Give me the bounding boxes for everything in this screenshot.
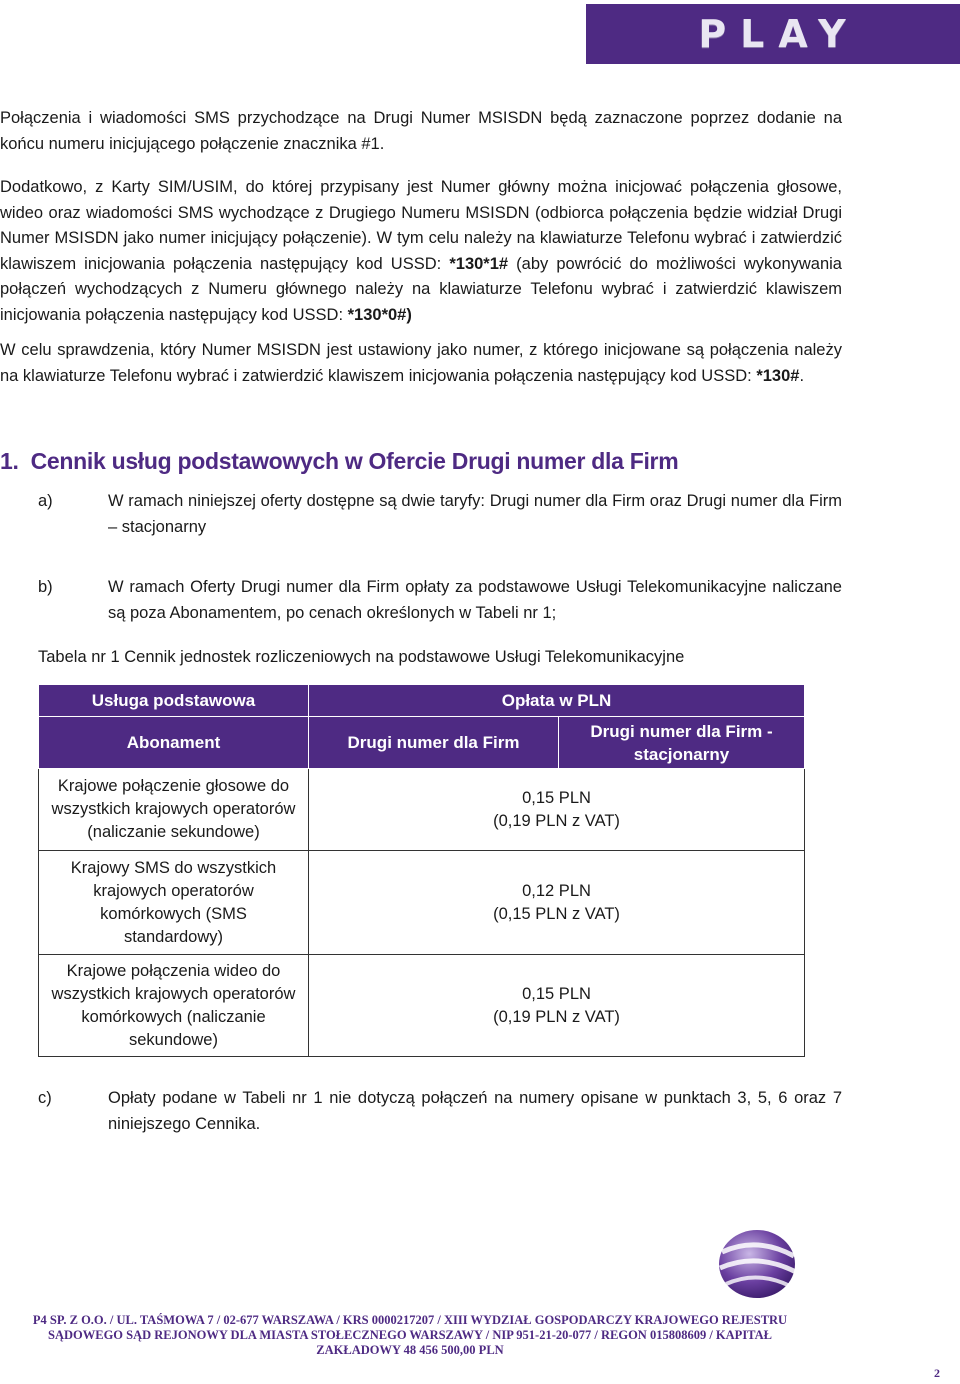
table-row: [39, 769, 805, 851]
table-row: [39, 851, 805, 955]
service-cell: Krajowy SMS do wszystkich krajowych operatorów komórkowych (SMS standardowy): [39, 851, 309, 955]
list-item-text: W ramach niniejszej oferty dostępne są dwie taryfy: Drugi numer dla Firm oraz Drugi numer dla Firm – stacjonarny: [108, 492, 842, 536]
paragraph-2-text-b: (aby powrócić do możliwości wykonywania połączeń wychodzących z Numeru głównego należy na klawiaturze Telefonu wybrać i zatwierdzić klawiszem inicjowania połączenia następujący kod USSD:: [0, 254, 842, 324]
play-swirl-icon: [712, 1222, 802, 1304]
price-cell: [309, 769, 805, 851]
paragraph-3-text: W celu sprawdzenia, który Numer MSISDN jest ustawiony jako numer, z którego inicjowane są połączenia należy na klawiaturze Telefonu wybrać i zatwierdzić klawiszem inicjowania połączenia następujący kod USSD:: [0, 341, 842, 385]
page-number: 2: [934, 1366, 940, 1380]
ussd-code-3: *130#: [756, 366, 800, 385]
tariff-table: [38, 684, 805, 1057]
header-service: Usługa podstawowa: [39, 685, 309, 717]
header-drugi-numer: Drugi numer dla Firm: [309, 717, 559, 769]
header-fee: Opłata w PLN: [309, 685, 805, 717]
company-footer: [0, 1313, 820, 1358]
table-header-row: [39, 685, 805, 717]
table-caption: Tabela nr 1 Cennik jednostek rozliczeniowych na podstawowe Usługi Telekomunikacyjne: [38, 648, 685, 666]
header-drugi-numer-stacjonarny: Drugi numer dla Firm - stacjonarny: [559, 717, 805, 769]
header-abonament: Abonament: [39, 717, 309, 769]
list-item-a: [38, 489, 842, 540]
table-row: [39, 955, 805, 1057]
list-item-text: W ramach Oferty Drugi numer dla Firm opłaty za podstawowe Usługi Telekomunikacyjne naliczane są poza Abonamentem, po cenach określonych w Tabeli nr 1;: [108, 578, 842, 622]
list-item-label: a): [38, 492, 53, 510]
price-value: 0,15 PLN: [522, 788, 591, 807]
price-value: 0,15 PLN: [522, 984, 591, 1003]
paragraph-1: [0, 106, 842, 157]
table-subheader-row: [39, 717, 805, 769]
list-item-c: [38, 1086, 842, 1137]
paragraph-2-text-a: Dodatkowo, z Karty SIM/USIM, do której przypisany jest Numer główny można inicjować połączenia głosowe, wideo oraz wiadomości SMS wychodzące z Drugiego Numeru MSISDN (odbiorca połączenia będzie widział Drugi Numer MSISDN jako numer inicjujący połączenie). W tym celu należy na klawiaturze Telefonu wybrać i zatwierdzić klawiszem inicjowania połączenia następujący kod USSD:: [0, 178, 842, 273]
ussd-code-2: *130*0#): [347, 305, 412, 324]
section-number: 1.: [0, 448, 19, 474]
list-item-label: c): [38, 1089, 52, 1107]
paragraph-3-end: .: [799, 366, 805, 385]
play-logo: [586, 4, 960, 64]
section-title: Cennik usług podstawowych w Ofercie Drugi numer dla Firm: [30, 448, 679, 474]
ussd-code-1: *130*1#: [449, 254, 509, 273]
footer-line-2: SĄDOWEGO SĄD REJONOWY DLA MIASTA STOŁECZNEGO WARSZAWY / NIP 951-21-20-077 / REGON 015808609 / KAPITAŁ: [48, 1328, 772, 1342]
price-value: 0,12 PLN: [522, 881, 591, 900]
price-cell: [309, 955, 805, 1057]
paragraph-2: [0, 175, 842, 328]
section-heading: [0, 448, 678, 475]
price-with-vat: (0,15 PLN z VAT): [493, 904, 620, 923]
footer-line-3: ZAKŁADOWY 48 456 500,00 PLN: [316, 1343, 504, 1357]
paragraph-1-text: Połączenia i wiadomości SMS przychodzące na Drugi Numer MSISDN będą zaznaczone poprzez dodanie na końcu numeru inicjującego połączenie znacznika #1.: [0, 109, 842, 153]
logo-text: PLAY: [698, 12, 860, 56]
list-item-b: [38, 575, 842, 626]
price-with-vat: (0,19 PLN z VAT): [493, 1007, 620, 1026]
price-cell: [309, 851, 805, 955]
service-cell: Krajowe połączenia wideo do wszystkich krajowych operatorów komórkowych (naliczanie sekundowe): [39, 955, 309, 1057]
service-cell: Krajowe połączenie głosowe do wszystkich krajowych operatorów (naliczanie sekundowe): [39, 769, 309, 851]
footer-line-1: P4 SP. Z O.O. / UL. TAŚMOWA 7 / 02-677 WARSZAWA / KRS 0000217207 / XIII WYDZIAŁ GOSPODARCZY KRAJOWEGO REJESTRU: [32, 1313, 788, 1327]
list-item-text: Opłaty podane w Tabeli nr 1 nie dotyczą połączeń na numery opisane w punktach 3, 5, 6 oraz 7 niniejszego Cennika.: [108, 1089, 842, 1133]
price-with-vat: (0,19 PLN z VAT): [493, 811, 620, 830]
list-item-label: b): [38, 578, 53, 596]
paragraph-3: [0, 338, 842, 389]
